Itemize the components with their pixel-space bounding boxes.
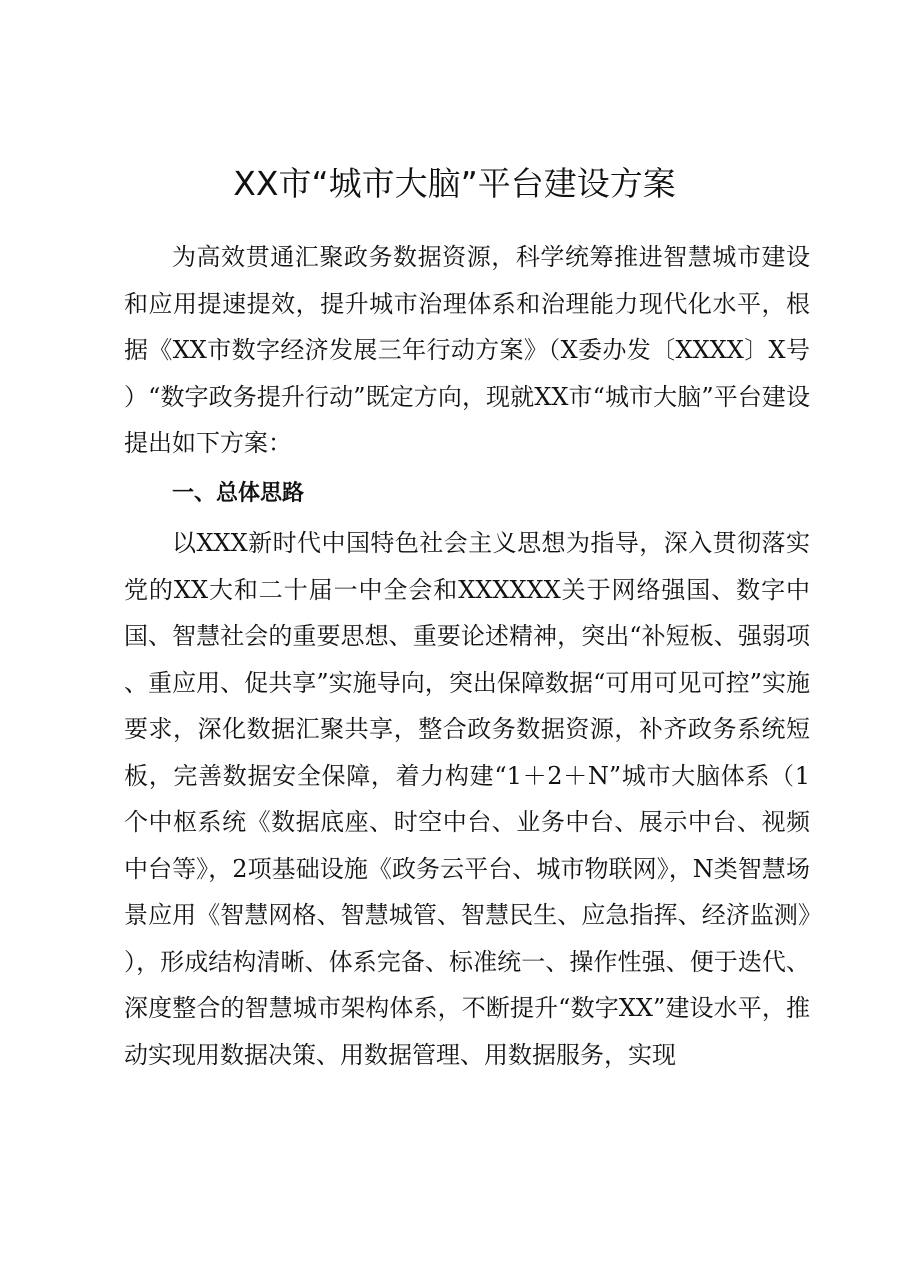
section-paragraph-overall-approach: 以XXX新时代中国特色社会主义思想为指导，深入贯彻落实党的XX大和二十届一中全会和XXXXXX关于网络强国、数字中国、智慧社会的重要思想、重要论述精神，突出“补短板、强弱项、重应用、促共享”实施导向，突出保障数据“可用可见可控”实施要求，深化数据汇聚共享，整合政务数据资源，补齐政务系统短板，完善数据安全保障，着力构建“1＋2＋N”城市大脑体系（1个中枢系统《数据底座、时空中台、业务中台、展示中台、视频中台等》，2项基础设施《政务云平台、城市物联网》，N类智慧场景应用《智慧网格、智慧城管、智慧民生、应急指挥、经济监测》），形成结构清晰、体系完备、标准统一、操作性强、便于迭代、深度整合的智慧城市架构体系，不断提升“数字XX”建设水平，推动实现用数据决策、用数据管理、用数据服务，实现	[124, 529, 810, 1069]
document-title: XX市“城市大脑”平台建设方案	[233, 164, 676, 203]
intro-paragraph: 为高效贯通汇聚政务数据资源，科学统筹推进智慧城市建设和应用提速提效，提升城市治理体系和治理能力现代化水平，根据《XX市数字经济发展三年行动方案》（X委办发〔XXXX〕X号）“数字政务提升行动”既定方向，现就XX市“城市大脑”平台建设提出如下方案：	[124, 243, 810, 457]
section-heading-overall-approach: 一、总体思路	[172, 481, 305, 506]
